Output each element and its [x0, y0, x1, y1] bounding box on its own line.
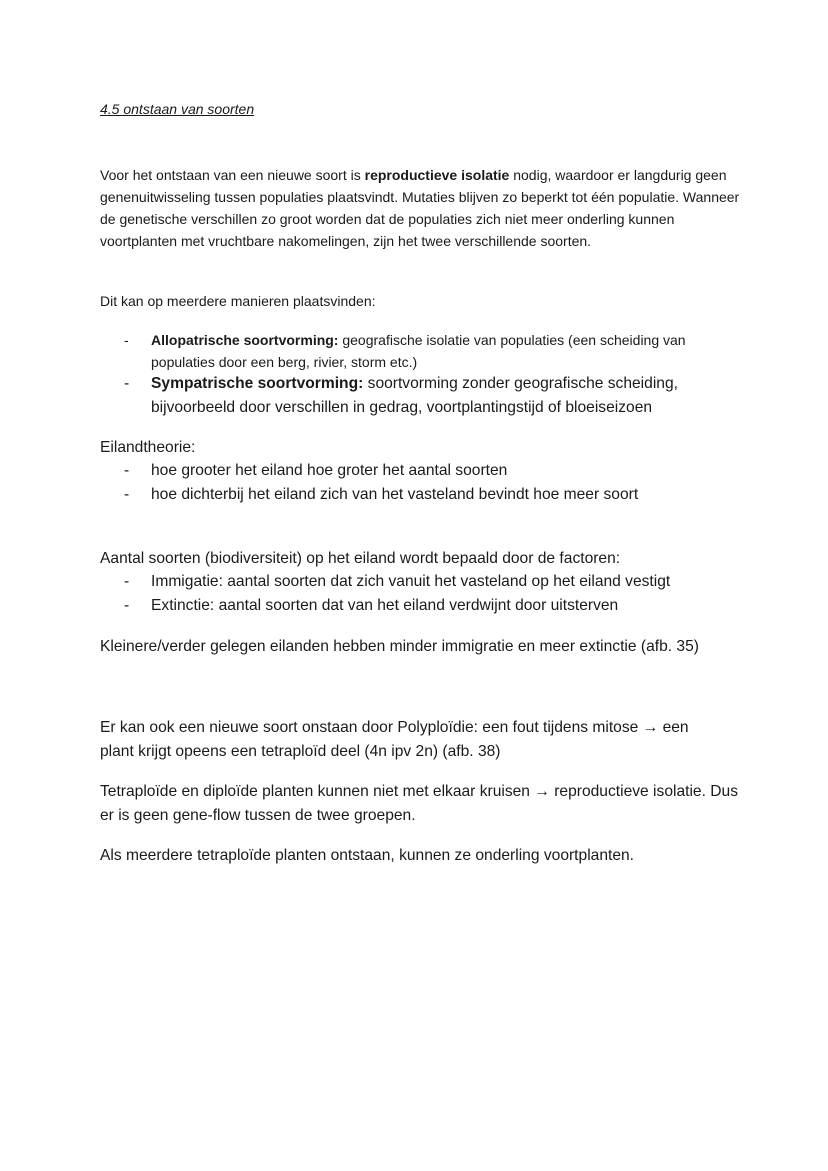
list-item-text: hoe dichterbij het eiland zich van het vasteland bevindt hoe meer soort [151, 485, 639, 503]
list-item [124, 570, 744, 594]
list-item [124, 459, 744, 483]
list-dash: - [124, 485, 130, 503]
allopatric-term: Allopatrische soortvorming: [151, 332, 339, 348]
intro-text-before: Voor het ontstaan van een nieuwe soort is [100, 167, 365, 183]
speciation-list [124, 329, 744, 373]
list-dash: - [124, 462, 130, 479]
polyploidy-paragraph: Er kan ook een nieuwe soort onstaan door Polyploïdie: een fout tijdens mitose → een plant krijgt opeens een tetraploïd deel (4n ipv 2n) (afb. 38) [100, 719, 689, 760]
list-item-text: hoe grooter het eiland hoe groter het aantal soorten [151, 462, 508, 479]
island-theory-list [124, 459, 744, 506]
section-heading: 4.5 ontstaan van soorten [100, 101, 255, 117]
crossing-paragraph: Tetraploïde en diploïde planten kunnen niet met elkaar kruisen → reproductieve isolatie. Dus er is geen gene-flow tussen de twee groepen. [100, 783, 738, 824]
list-dash: - [124, 596, 130, 614]
list-item-allopatric [124, 329, 744, 373]
conclusion-paragraph: Als meerdere tetraploïde planten ontstaan, kunnen ze onderling voortplanten. [100, 847, 635, 864]
intro-bold-term: reproductieve isolatie [364, 167, 510, 183]
manners-intro: Dit kan op meerdere manieren plaatsvinden: [100, 293, 376, 309]
speciation-list-2 [124, 372, 744, 419]
intro-text-after: nodig, waardoor er langdurig geen genenuitwisseling tussen populaties plaatsvindt. Mutaties blijven zo beperkt tot één populatie. Wanneer de genetische verschillen zo groot worden dat de populaties zich niet meer onderling kunnen voortplanten met vruchtbare nakomelingen, zijn het twee verschillende soorten. [100, 167, 740, 249]
list-dash: - [124, 573, 130, 590]
factors-intro: Aantal soorten (biodiversiteit) op het eiland wordt bepaald door de factoren: [100, 550, 621, 567]
smaller-islands-paragraph: Kleinere/verder gelegen eilanden hebben minder immigratie en meer extinctie (afb. 35) [100, 638, 699, 655]
list-item [124, 483, 744, 507]
sympatric-text: soortvorming zonder geografische scheiding, bijvoorbeeld door verschillen in gedrag, voortplantingstijd of bloeiseizoen [151, 375, 678, 416]
list-item-text: Extinctie: aantal soorten dat van het eiland verdwijnt door uitsterven [151, 596, 619, 614]
list-item-text: Immigatie: aantal soorten dat zich vanuit het vasteland op het eiland vestigt [151, 573, 671, 590]
sympatric-term: Sympatrische soortvorming: [151, 375, 364, 392]
factors-list [124, 570, 744, 617]
list-item [124, 594, 744, 618]
island-theory-title: Eilandtheorie: [100, 439, 196, 456]
list-dash: - [124, 375, 130, 392]
intro-paragraph [100, 164, 740, 252]
list-item-sympatric [124, 372, 744, 419]
list-dash: - [124, 332, 129, 348]
allopatric-text: geografische isolatie van populaties (een scheiding van populaties door een berg, rivier, storm etc.) [151, 332, 686, 370]
